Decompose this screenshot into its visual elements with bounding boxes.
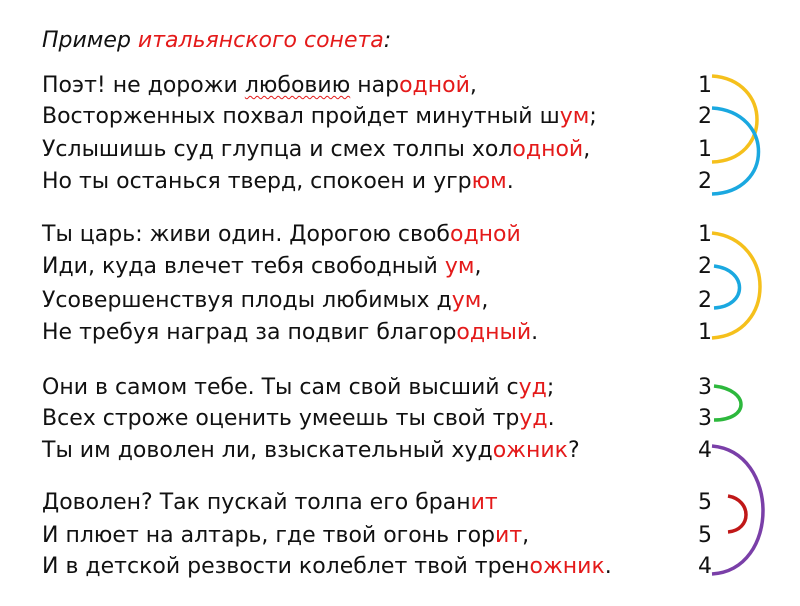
line-text: Доволен? Так пускай толпа его бран — [42, 490, 471, 515]
line-text: Но ты останься тверд, спокоен и угр — [42, 169, 472, 194]
rhyme-number: 1 — [698, 222, 712, 247]
rhyme-ending: ум — [451, 288, 482, 313]
title-prefix: Пример — [42, 28, 138, 53]
rhyme-ending: одной — [399, 73, 470, 98]
line-text: Восторженных похвал пройдет минутный ш — [42, 104, 560, 129]
line-punctuation: , — [469, 73, 477, 98]
rhyme-ending: одной — [450, 222, 521, 247]
rhyme-number: 2 — [698, 288, 712, 313]
rhyme-ending: ожник — [529, 554, 605, 579]
line-text: нар — [350, 73, 400, 98]
rhyme-number: 3 — [698, 406, 712, 431]
line-punctuation: , — [522, 523, 530, 548]
line-punctuation: ; — [589, 104, 597, 129]
line-text: Они в самом тебе. Ты сам свой высший с — [42, 375, 519, 400]
line-text: Ты царь: живи один. Дорогою своб — [42, 222, 450, 247]
line-text: Усовершенствуя плоды любимых д — [42, 288, 452, 313]
arc-rhyme-1-3 — [712, 76, 757, 162]
line-punctuation: , — [481, 288, 489, 313]
rhyme-ending: одный — [456, 320, 532, 345]
rhyme-number: 5 — [698, 490, 712, 515]
rhyme-number: 4 — [698, 554, 712, 579]
line-text: Иди, куда влечет тебя свободный — [42, 254, 445, 279]
line-punctuation: . — [547, 406, 555, 431]
line-text: Не требуя наград за подвиг благор — [42, 320, 457, 345]
arc-rhyme-9-10 — [714, 386, 741, 420]
rhyme-number: 2 — [698, 104, 712, 129]
rhyme-number: 2 — [698, 254, 712, 279]
rhyme-number: 1 — [698, 137, 712, 162]
title-highlight: итальянского сонета — [137, 28, 384, 53]
arc-rhyme-6-7 — [714, 266, 740, 308]
line-punctuation: , — [474, 254, 482, 279]
rhyme-ending: одной — [512, 137, 584, 162]
arc-rhyme-11-14 — [712, 446, 763, 574]
rhyme-ending: ум — [559, 104, 590, 129]
rhyme-ending: ожник — [492, 438, 568, 463]
arc-rhyme-12-13 — [728, 496, 746, 532]
rhyme-number: 5 — [698, 523, 712, 548]
line-punctuation: . — [604, 554, 612, 579]
rhyme-ending: уд — [518, 375, 547, 400]
line-text: Услышишь суд глупца и смех толпы хол — [42, 137, 513, 162]
arc-rhyme-2-4 — [712, 108, 759, 194]
line-punctuation: ? — [567, 438, 580, 463]
line-text: И в детской резвости колеблет твой трен — [42, 554, 530, 579]
line-punctuation: ; — [546, 375, 555, 400]
line-punctuation: . — [531, 320, 539, 345]
rhyme-number: 2 — [698, 169, 712, 194]
arc-rhyme-5-8 — [712, 233, 760, 338]
rhyme-ending: ит — [470, 490, 498, 515]
line-text: Ты им доволен ли, взыскательный худ — [42, 438, 493, 463]
rhyme-number: 1 — [698, 73, 712, 98]
rhyme-ending: ит — [495, 523, 523, 548]
spellcheck-word: любовию — [244, 73, 351, 98]
rhyme-number: 4 — [698, 438, 712, 463]
line-punctuation: . — [506, 169, 514, 194]
line-punctuation: , — [583, 137, 591, 162]
rhyme-ending: ум — [444, 254, 475, 279]
rhyme-ending: уд — [519, 406, 548, 431]
rhyme-ending: юм — [471, 169, 507, 194]
line-text: Поэт! не дорожи — [42, 73, 245, 98]
rhyme-number: 1 — [698, 320, 712, 345]
rhyme-number: 3 — [698, 375, 712, 400]
title-suffix: : — [383, 28, 392, 53]
line-text: И плюет на алтарь, где твой огонь гор — [42, 523, 496, 548]
line-text: Всех строже оценить умеешь ты свой тр — [42, 406, 520, 431]
